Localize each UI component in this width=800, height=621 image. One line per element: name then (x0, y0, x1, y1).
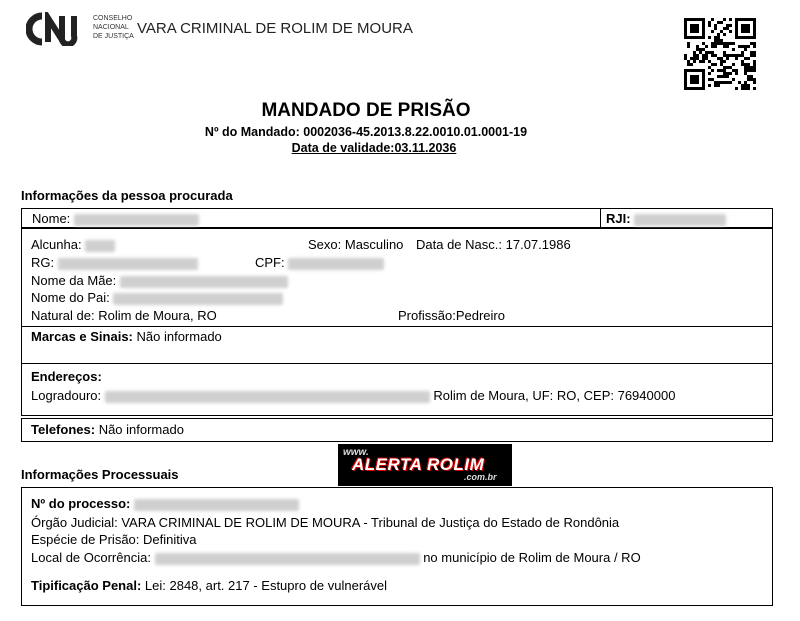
rg-label: RG: (31, 255, 55, 270)
cpf-field (255, 255, 384, 270)
street-field (31, 388, 675, 403)
phones-value: Não informado (98, 422, 184, 437)
divider (600, 208, 601, 228)
street-label: Logradouro: (31, 388, 102, 403)
birth-value: 17.07.1986 (505, 237, 571, 252)
redacted-alias (85, 240, 115, 252)
arrest-type-label: Espécie de Prisão: (31, 532, 140, 547)
profession-field (398, 308, 505, 323)
alias-field (31, 237, 115, 252)
process-number-field (31, 496, 299, 511)
native-value: Rolim de Moura, RO (98, 308, 217, 323)
redacted-process-number (134, 499, 299, 511)
phones-label: Telefones: (31, 422, 96, 437)
qr-code (684, 18, 756, 90)
marks-label: Marcas e Sinais: (31, 329, 133, 344)
name-field (32, 211, 199, 226)
validity (0, 141, 748, 155)
warrant-number (0, 125, 732, 139)
arrest-type-field (31, 532, 197, 547)
validity-label: Data de validade: (291, 141, 395, 155)
father-field (31, 290, 283, 305)
redacted-mother (120, 276, 288, 288)
redacted-rji (634, 214, 726, 226)
subtitle-line: CONSELHO (93, 15, 133, 22)
cnj-subtitle (93, 14, 134, 41)
redacted-rg (58, 258, 198, 270)
cpf-label: CPF: (255, 255, 285, 270)
typification-field (31, 578, 387, 593)
father-label: Nome do Pai: (31, 290, 110, 305)
sex-value: Masculino (344, 237, 404, 252)
phones-field (31, 422, 184, 437)
organ-field (31, 515, 619, 530)
subtitle-line: NACIONAL (93, 24, 129, 31)
location-label: Local de Ocorrência: (31, 550, 151, 565)
rji-field (606, 211, 726, 226)
rji-label: RJI: (606, 211, 631, 226)
address-title: Endereços: (31, 369, 102, 384)
sex-field (308, 237, 403, 252)
person-section-title: Informações da pessoa procurada (21, 188, 233, 203)
typification-label: Tipificação Penal: (31, 578, 142, 593)
watermark-prefix: www. (343, 447, 369, 458)
birth-field (416, 237, 571, 252)
process-section-title: Informações Processuais (21, 467, 179, 482)
subtitle-line: DE JUSTIÇA (93, 33, 134, 40)
location-tail: no município de Rolim de Moura / RO (423, 550, 641, 565)
sex-label: Sexo: (308, 237, 342, 252)
birth-label: Data de Nasc.: (416, 237, 502, 252)
native-label: Natural de: (31, 308, 95, 323)
process-number-label: Nº do processo: (31, 496, 131, 511)
rg-field (31, 255, 198, 270)
organ-label: Órgão Judicial: (31, 515, 118, 530)
warrant-number-value: 0002036-45.2013.8.22.0010.01.0001-19 (303, 125, 528, 139)
redacted-name (74, 214, 199, 226)
alias-label: Alcunha: (31, 237, 82, 252)
redacted-cpf (288, 258, 384, 270)
marks-value: Não informado (136, 329, 222, 344)
redacted-street (105, 391, 430, 403)
typification-value: Lei: 2848, art. 217 - Estupro de vulnerável (144, 578, 388, 593)
divider (21, 363, 773, 364)
alerta-rolim-watermark (338, 444, 512, 486)
location-field (31, 550, 641, 565)
redacted-location (155, 553, 420, 565)
watermark-main: ALERTA ROLIM (352, 455, 485, 474)
mother-label: Nome da Mãe: (31, 273, 117, 288)
divider (21, 326, 773, 327)
validity-value: 03.11.2036 (394, 141, 457, 155)
name-label: Nome: (32, 211, 71, 226)
warrant-number-label: Nº do Mandado: (204, 125, 300, 139)
arrest-type-value: Definitiva (143, 532, 197, 547)
cnj-logo (26, 12, 88, 46)
watermark-suffix: .com.br (464, 472, 497, 482)
organ-value: VARA CRIMINAL DE ROLIM DE MOURA - Tribunal de Justiça do Estado de Rondônia (121, 515, 620, 530)
redacted-father (113, 293, 283, 305)
profession-label: Profissão: (398, 308, 456, 323)
native-field (31, 308, 217, 323)
document-title: MANDADO DE PRISÃO (261, 100, 471, 121)
street-tail: Rolim de Moura, UF: RO, CEP: 76940000 (433, 388, 676, 403)
mother-field (31, 273, 288, 288)
marks-field (31, 329, 222, 344)
court-name: VARA CRIMINAL DE ROLIM DE MOURA (137, 20, 413, 37)
profession-value: Pedreiro (455, 308, 505, 323)
